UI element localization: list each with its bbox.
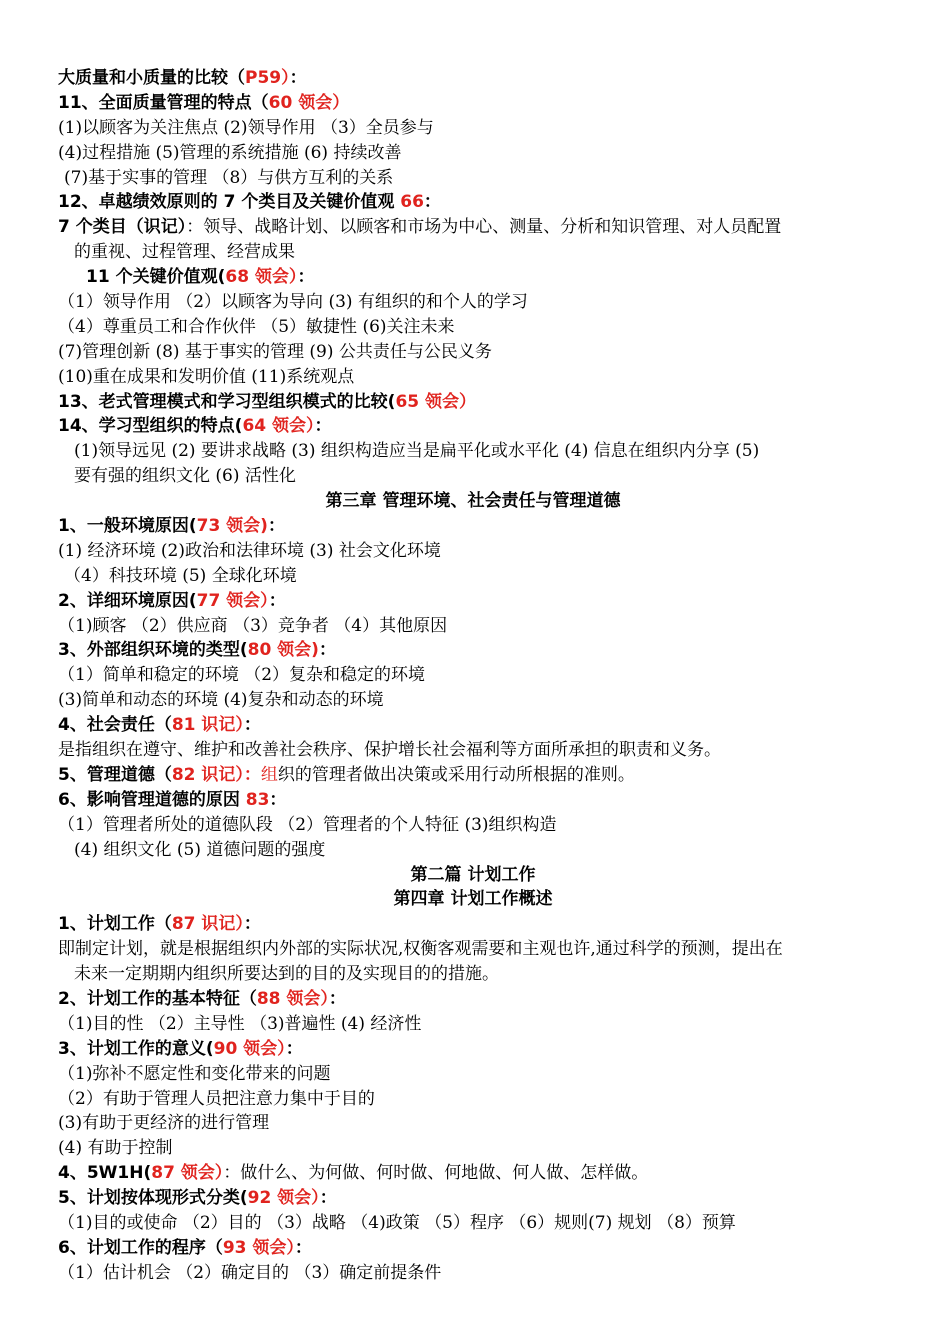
heading-text: 第四章 计划工作概述 [393,889,553,910]
text-line [58,713,888,738]
text-line [58,987,888,1012]
heading-text: 1、计划工作（ [58,914,172,935]
text-line [58,638,888,663]
body-text: 要有强的组织文化 (6) 活性化 [74,466,296,487]
text-line [58,1087,888,1112]
body-text: （1)顾客 （2）供应商 （3）竞争者 （4）其他原因 [58,615,448,636]
heading-text: ： [268,590,286,611]
body-text: （1)目的或使命 （2）目的 （3）战略 （4)政策 （5）程序 （6）规则(7) 规划 （8）预算 [58,1212,736,1233]
page-reference: 87 领会） [151,1163,224,1184]
text-line [58,1136,888,1161]
text-line [58,937,888,962]
heading-text: ： [318,640,336,661]
text-line [58,215,888,240]
text-line [58,912,888,937]
text-line [58,1211,888,1236]
body-text: 织的管理者做出决策或采用行动所根据的准则。 [277,764,635,785]
heading-text: 大质量和小质量的比较（ [58,68,245,88]
page-reference: 77 领会） [196,590,269,611]
page-reference: 64 领会） [242,416,315,437]
heading-text: 6、影响管理道德的原因 [58,789,246,810]
text-line [58,240,888,265]
heading-text: 4、社会责任（ [58,715,172,736]
text-line [58,514,888,539]
text-line [58,788,888,813]
text-line [58,141,888,166]
text-line [58,489,888,514]
page-reference: 组 [260,764,278,785]
body-text: (4) 有助于控制 [58,1138,173,1159]
heading-text: ： [297,267,315,288]
heading-text: 1、一般环境原因( [58,516,197,537]
heading-text: 第二篇 计划工作 [410,864,536,885]
heading-text: 4、5W1H( [58,1163,152,1184]
body-text: (7)基于实事的管理 （8）与供方互利的关系 [64,167,394,188]
text-line [58,91,888,116]
text-line [58,1012,888,1037]
heading-text: 11、全面质量管理的特点（ [58,92,269,113]
heading-text: ： [243,914,261,935]
text-line [58,1037,888,1062]
heading-text: ： [314,416,332,437]
heading-text: ： [328,988,346,1009]
body-text: 的重视、过程管理、经营成果 [74,242,295,263]
heading-text: 2、详细环境原因( [58,590,197,611]
page-reference: 87 识记） [171,914,244,935]
text-line [58,589,888,614]
body-text: (3)简单和动态的环境 (4)复杂和动态的环境 [58,690,384,711]
heading-text: 14、学习型组织的特点( [58,416,243,437]
text-line [58,1161,888,1186]
body-text: （1）领导作用 （2）以顾客为导向 (3) 有组织的和个人的学习 [58,292,528,313]
heading-text: ： [267,516,285,537]
text-line [58,340,888,365]
page-reference: 68 领会） [225,267,298,288]
body-text: （1）简单和稳定的环境 （2）复杂和稳定的环境 [58,665,426,686]
text-line [58,1236,888,1261]
body-text: (1) 经济环境 (2)政治和法律环境 (3) 社会文化环境 [58,540,441,561]
text-line [58,414,888,439]
heading-text: ： [294,1237,312,1258]
page-reference: 80 领会) [247,640,319,661]
heading-text: 3、外部组织环境的类型( [58,640,248,661]
page-reference: 83 [245,789,270,810]
body-text: 是指组织在遵守、维护和改善社会秩序、保护增长社会福利等方面所承担的职责和义务。 [58,740,721,761]
text-line [58,614,888,639]
heading-text: ： [269,789,287,810]
text-line [58,838,888,863]
body-text: （2）有助于管理人员把注意力集中于目的 [58,1088,375,1109]
heading-text: 6、计划工作的程序（ [58,1237,223,1258]
page-reference: 90 领会） [213,1038,286,1059]
text-line [58,66,888,91]
text-line [58,464,888,489]
heading-text: ： [319,1188,337,1209]
body-text: ：领导、战略计划、以顾客和市场为中心、测量、分析和知识管理、对人员配置 [186,217,782,238]
page-reference: P59） [245,68,290,88]
body-text: (4) 组织文化 (5) 道德问题的强度 [74,839,326,860]
heading-text: 7 个类目（识记） [58,217,187,238]
heading-text: ： [285,1038,303,1059]
page-reference: 66 [400,192,424,213]
body-text: （1）估计机会 （2）确定目的 （3）确定前提条件 [58,1262,442,1283]
body-text: （4）科技环境 (5) 全球化环境 [64,565,297,586]
heading-text: 13、老式管理模式和学习型组织模式的比较( [58,391,396,412]
document-page [58,66,888,1286]
heading-text: 第三章 管理环境、社会责任与管理道德 [325,491,621,512]
text-line [58,166,888,191]
text-line [58,390,888,415]
heading-text: 11 个关键价值观( [86,267,226,288]
text-line [58,887,888,912]
text-line [58,439,888,464]
page-reference: 88 领会） [256,988,329,1009]
text-line [58,190,888,215]
text-line [58,116,888,141]
body-text: （1）管理者所处的道德队段 （2）管理者的个人特征 (3)组织构造 [58,814,557,835]
text-line [58,962,888,987]
body-text: (10)重在成果和发明价值 (11)系统观点 [58,366,355,387]
heading-text: 12、卓越绩效原则的 7 个类目及关键价值观 [58,192,401,213]
heading-text: 5、计划按体现形式分类( [58,1188,248,1209]
text-line [58,863,888,888]
text-line [58,738,888,763]
page-reference: 93 领会） [222,1237,295,1258]
heading-text: 2、计划工作的基本特征（ [58,988,257,1009]
page-reference: 81 识记） [171,715,244,736]
heading-text: 3、计划工作的意义( [58,1038,214,1059]
body-text: (1)领导远见 (2) 要讲求战略 (3) 组织构造应当是扁平化或水平化 (4) 信息在组织内分享 (5) [74,441,760,462]
text-line [58,813,888,838]
body-text: （1)弥补不愿定性和变化带来的问题 [58,1063,331,1084]
page-reference: 60 领会） [268,92,350,113]
text-line [58,365,888,390]
heading-text: ： [289,68,307,88]
text-line [58,688,888,713]
body-text: (1)以顾客为关注焦点 (2)领导作用 （3）全员参与 [58,117,434,138]
body-text: ：做什么、为何做、何时做、何地做、何人做、怎样做。 [223,1163,649,1184]
body-text: (7)管理创新 (8) 基于事实的管理 (9) 公共责任与公民义务 [58,341,492,362]
body-text: (3)有助于更经济的进行管理 [58,1113,270,1134]
text-line [58,1186,888,1211]
body-text: （1)目的性 （2）主导性 （3)普遍性 (4) 经济性 [58,1013,422,1034]
heading-text: ： [243,715,261,736]
text-line [58,265,888,290]
text-line [58,1062,888,1087]
text-line [58,290,888,315]
text-line [58,1261,888,1286]
body-text: 未来一定期期内组织所要达到的目的及实现目的的措施。 [74,964,499,985]
page-reference: 92 领会） [247,1188,320,1209]
page-reference: 65 领会） [395,391,477,412]
heading-text: 5、管理道德（ [58,764,172,785]
body-text: 即制定计划，就是根据组织内外部的实际状况,权衡客观需要和主观也许,通过科学的预测，提出在 [58,939,783,960]
page-reference: 82 识记）： [171,764,261,785]
text-line [58,1111,888,1136]
text-line [58,539,888,564]
text-line [58,564,888,589]
heading-text: ： [423,192,441,213]
body-text: (4)过程措施 (5)管理的系统措施 (6) 持续改善 [58,142,402,163]
text-line [58,763,888,788]
body-text: （4）尊重员工和合作伙伴 （5）敏捷性 (6)关注未来 [58,316,455,337]
text-line [58,663,888,688]
page-reference: 73 领会) [196,516,268,537]
text-line [58,315,888,340]
